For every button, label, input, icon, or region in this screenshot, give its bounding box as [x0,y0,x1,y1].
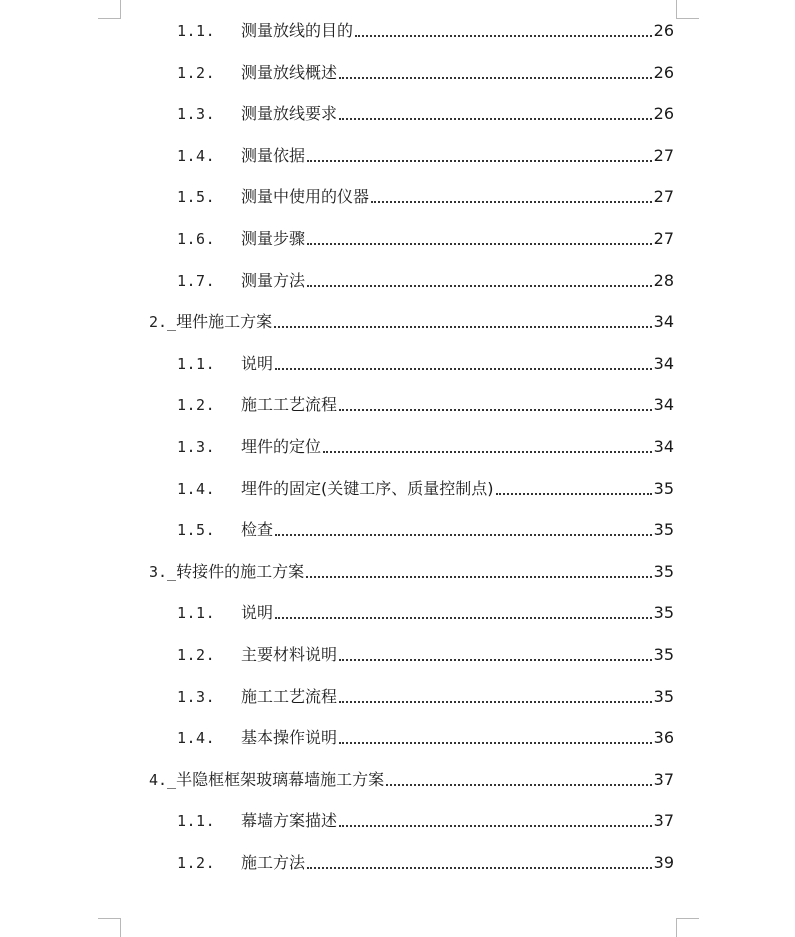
toc-entry-title: 测量步骤 [241,229,306,248]
toc-page-number: 28 [653,271,674,290]
toc-dot-leader [323,451,652,453]
page-corner-mark-top-left [98,0,121,19]
toc-entry-title: 说明 [241,603,274,622]
toc-section-entry[interactable] [177,807,674,831]
toc-dot-leader [371,201,652,203]
toc-section-entry[interactable] [177,683,674,707]
toc-entry-title: 测量方法 [241,271,306,290]
toc-page-number: 37 [653,770,674,789]
toc-section-entry[interactable] [177,59,674,83]
toc-section-entry[interactable] [177,100,674,124]
toc-page-number: 27 [653,187,674,206]
toc-entry-number: 1.6. [177,230,216,248]
toc-dot-leader [339,701,652,703]
toc-entry-number: 1.5. [177,521,216,539]
toc-entry-title: 测量放线概述 [241,63,338,82]
toc-entry-title: 施工工艺流程 [241,395,338,414]
toc-page-number: 34 [653,395,674,414]
toc-page-number: 35 [653,603,674,622]
toc-dot-leader [275,368,652,370]
toc-entry-title: 说明 [241,354,274,373]
toc-section-entry[interactable] [177,267,674,291]
toc-entry-number: 1.3. [177,438,216,456]
toc-dot-leader [339,77,652,79]
toc-dot-leader [339,409,652,411]
toc-section-entry[interactable] [177,225,674,249]
page-corner-mark-bottom-left [98,918,121,937]
toc-section-entry[interactable] [177,475,674,499]
toc-section-entry[interactable] [177,849,674,873]
toc-page-number: 34 [653,312,674,331]
toc-entry-number: 3._ [149,563,177,581]
toc-entry-number: 2._ [149,313,177,331]
toc-page-number: 37 [653,811,674,830]
toc-chapter-entry[interactable] [149,766,674,790]
toc-entry-title: 施工方法 [241,853,306,872]
toc-dot-leader [386,784,652,786]
toc-page-number: 34 [653,437,674,456]
toc-page-number: 27 [653,229,674,248]
toc-page-number: 26 [653,104,674,123]
toc-entry-title: 测量中使用的仪器 [241,187,370,206]
toc-page-number: 35 [653,520,674,539]
toc-page-number: 35 [653,562,674,581]
toc-page-number: 26 [653,21,674,40]
toc-page-number: 35 [653,687,674,706]
toc-chapter-entry[interactable] [149,558,674,582]
toc-entry-title: 测量依据 [241,146,306,165]
page-corner-mark-top-right [676,0,699,19]
toc-entry-title: 基本操作说明 [241,728,338,747]
toc-dot-leader [307,160,652,162]
toc-entry-number: 1.5. [177,188,216,206]
toc-entry-title: 测量放线的目的 [241,21,354,40]
toc-entry-number: 1.3. [177,105,216,123]
toc-entry-title: 埋件的固定(关键工序、质量控制点) [241,479,494,498]
toc-dot-leader [307,285,652,287]
toc-entry-number: 1.2. [177,396,216,414]
toc-entry-number: 1.2. [177,854,216,872]
toc-section-entry[interactable] [177,724,674,748]
toc-page-number: 36 [653,728,674,747]
toc-entry-title: 施工工艺流程 [241,687,338,706]
toc-entry-number: 1.1. [177,355,216,373]
toc-section-entry[interactable] [177,350,674,374]
toc-page-number: 35 [653,479,674,498]
toc-entry-number: 1.3. [177,688,216,706]
toc-section-entry[interactable] [177,183,674,207]
toc-entry-title: 半隐框框架玻璃幕墙施工方案 [176,770,385,789]
toc-dot-leader [275,617,652,619]
toc-dot-leader [355,35,652,37]
toc-dot-leader [339,742,652,744]
toc-dot-leader [339,825,652,827]
toc-page-number: 34 [653,354,674,373]
toc-page-number: 27 [653,146,674,165]
toc-dot-leader [275,534,652,536]
toc-entry-number: 1.2. [177,646,216,664]
toc-section-entry[interactable] [177,142,674,166]
toc-dot-leader [274,326,652,328]
toc-entry-title: 埋件施工方案 [176,312,273,331]
toc-entry-number: 1.4. [177,480,216,498]
toc-dot-leader [339,118,652,120]
toc-section-entry[interactable] [177,433,674,457]
toc-entry-number: 4._ [149,771,177,789]
page-corner-mark-bottom-right [676,918,699,937]
toc-section-entry[interactable] [177,599,674,623]
toc-entry-number: 1.4. [177,729,216,747]
toc-entry-number: 1.7. [177,272,216,290]
toc-dot-leader [307,243,652,245]
toc-entry-title: 检查 [241,520,274,539]
toc-dot-leader [307,867,652,869]
toc-entry-title: 测量放线要求 [241,104,338,123]
toc-dot-leader [339,659,652,661]
toc-entry-number: 1.1. [177,604,216,622]
toc-chapter-entry[interactable] [149,308,674,332]
toc-entry-number: 1.1. [177,22,216,40]
toc-section-entry[interactable] [177,391,674,415]
toc-page-number: 26 [653,63,674,82]
toc-entry-number: 1.2. [177,64,216,82]
toc-page-number: 39 [653,853,674,872]
toc-entry-title: 转接件的施工方案 [176,562,305,581]
toc-dot-leader [496,493,652,495]
toc-section-entry[interactable] [177,641,674,665]
toc-entry-number: 1.4. [177,147,216,165]
toc-section-entry[interactable] [177,516,674,540]
toc-entry-title: 幕墙方案描述 [241,811,338,830]
toc-dot-leader [306,576,652,578]
toc-entry-number: 1.1. [177,812,216,830]
toc-entry-title: 埋件的定位 [241,437,322,456]
toc-page-number: 35 [653,645,674,664]
toc-entry-title: 主要材料说明 [241,645,338,664]
toc-section-entry[interactable] [177,17,674,41]
